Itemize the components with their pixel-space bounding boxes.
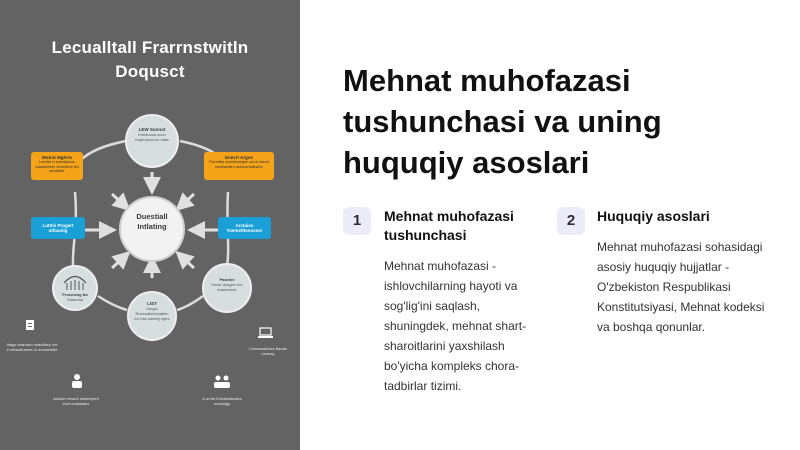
arrow-icon [182,257,194,268]
bottom-node-label [133,301,171,321]
laptop-icon [258,328,273,338]
side-caption-left-bottom: Iatolbe mearld matierpent wolt muialaaes [53,396,99,406]
item-title-2: Huquqiy asoslari [597,208,710,224]
left-node-label [58,292,92,302]
arrow-icon [112,194,124,205]
orange-card-left-title: Motrat Mghrts [42,155,72,160]
right-node-label [208,277,246,292]
top-node-title: LEW Sonnot [138,127,166,132]
infographic-panel [0,0,300,450]
infographic-title-line1: Lecualltall Frarrnstwitln [51,38,249,57]
arrow-icon [112,257,124,268]
item-description-2: Mehnat muhofazasi sohasidagi asosiy huquqiy hujjatlar - O'zbekiston Respublikasi Konstitutsiyasi, Mehnat kodeksi va boshqa qonunlar. [597,240,765,334]
page-title: Mehnat muhofazasi tushunchasi va uning huquqiy asoslari [343,63,662,180]
side-caption-right-bottom: A rrnrld Erewttattoates wrooatgy [202,396,242,406]
side-caption-left-top: Ittage aramaro mlauftsey zre a ireisselosses oi ervaonstiie [6,342,58,352]
number-badge-1: 1 [343,207,371,235]
orange-card-right-sub: Thmnttlu aurmleangat osi nt taerel ianelanstrs untreonatleantt [208,159,270,169]
blue-card-right [218,217,271,239]
arrow-icon [182,194,194,205]
bottom-node-title: LIST [147,301,157,306]
worker-icon [72,374,82,388]
center-node-label [120,212,184,232]
document-icon [26,320,34,330]
left-node-title: Procesing tto [62,292,88,297]
left-node-sub: Ktasmaa [67,297,83,302]
team-icon [214,376,230,389]
bottom-node-sub: Umgar Ronsnallerlosation tur Inla uoeelg ngirs [134,306,170,321]
center-line1: Duestiall [136,212,168,221]
right-node-title: Pasenie [219,277,235,282]
blue-card-right-label: Arctaiso Toemetltoeusser [226,223,263,233]
ring-arc [98,296,127,310]
orange-card-left [31,152,83,180]
number-badge-2: 2 [557,207,585,235]
side-caption-right-top: Csneaaantoes ttauae psoeay [248,346,288,356]
orange-card-right-title: Enevrt Argoe [224,155,254,160]
orange-card-left-sub: Lanrlet h eonatsinos eaasbetetn elrunitbre ttd aentaltte [35,159,79,173]
infographic-title-line2: Doqusct [115,62,185,81]
orange-card-right [204,152,274,180]
right-node-sub: Kecte dusgen tuo teaemaroe [211,282,243,292]
center-line2: Intlating [137,222,167,231]
item-description-1: Mehnat muhofazasi - ishlovchilarning hayoti va sog'lig'ini saqlash, shuningdek, mehnat shart-sharoitlarini yaxshilash bo'yicha kompleks chora-tadbirlar tizimi. [384,259,527,393]
top-node-sub: Kmbtusoa scon forgnoyea tzo Ialss [135,132,169,142]
blue-card-left-label: Lutttis Progert utfauniig [42,223,74,233]
ring-arc [177,296,203,310]
top-node-label [132,127,172,142]
item-title-1: Mehnat muhofazasi tushunchasi [384,208,514,243]
blue-card-left [31,217,85,239]
